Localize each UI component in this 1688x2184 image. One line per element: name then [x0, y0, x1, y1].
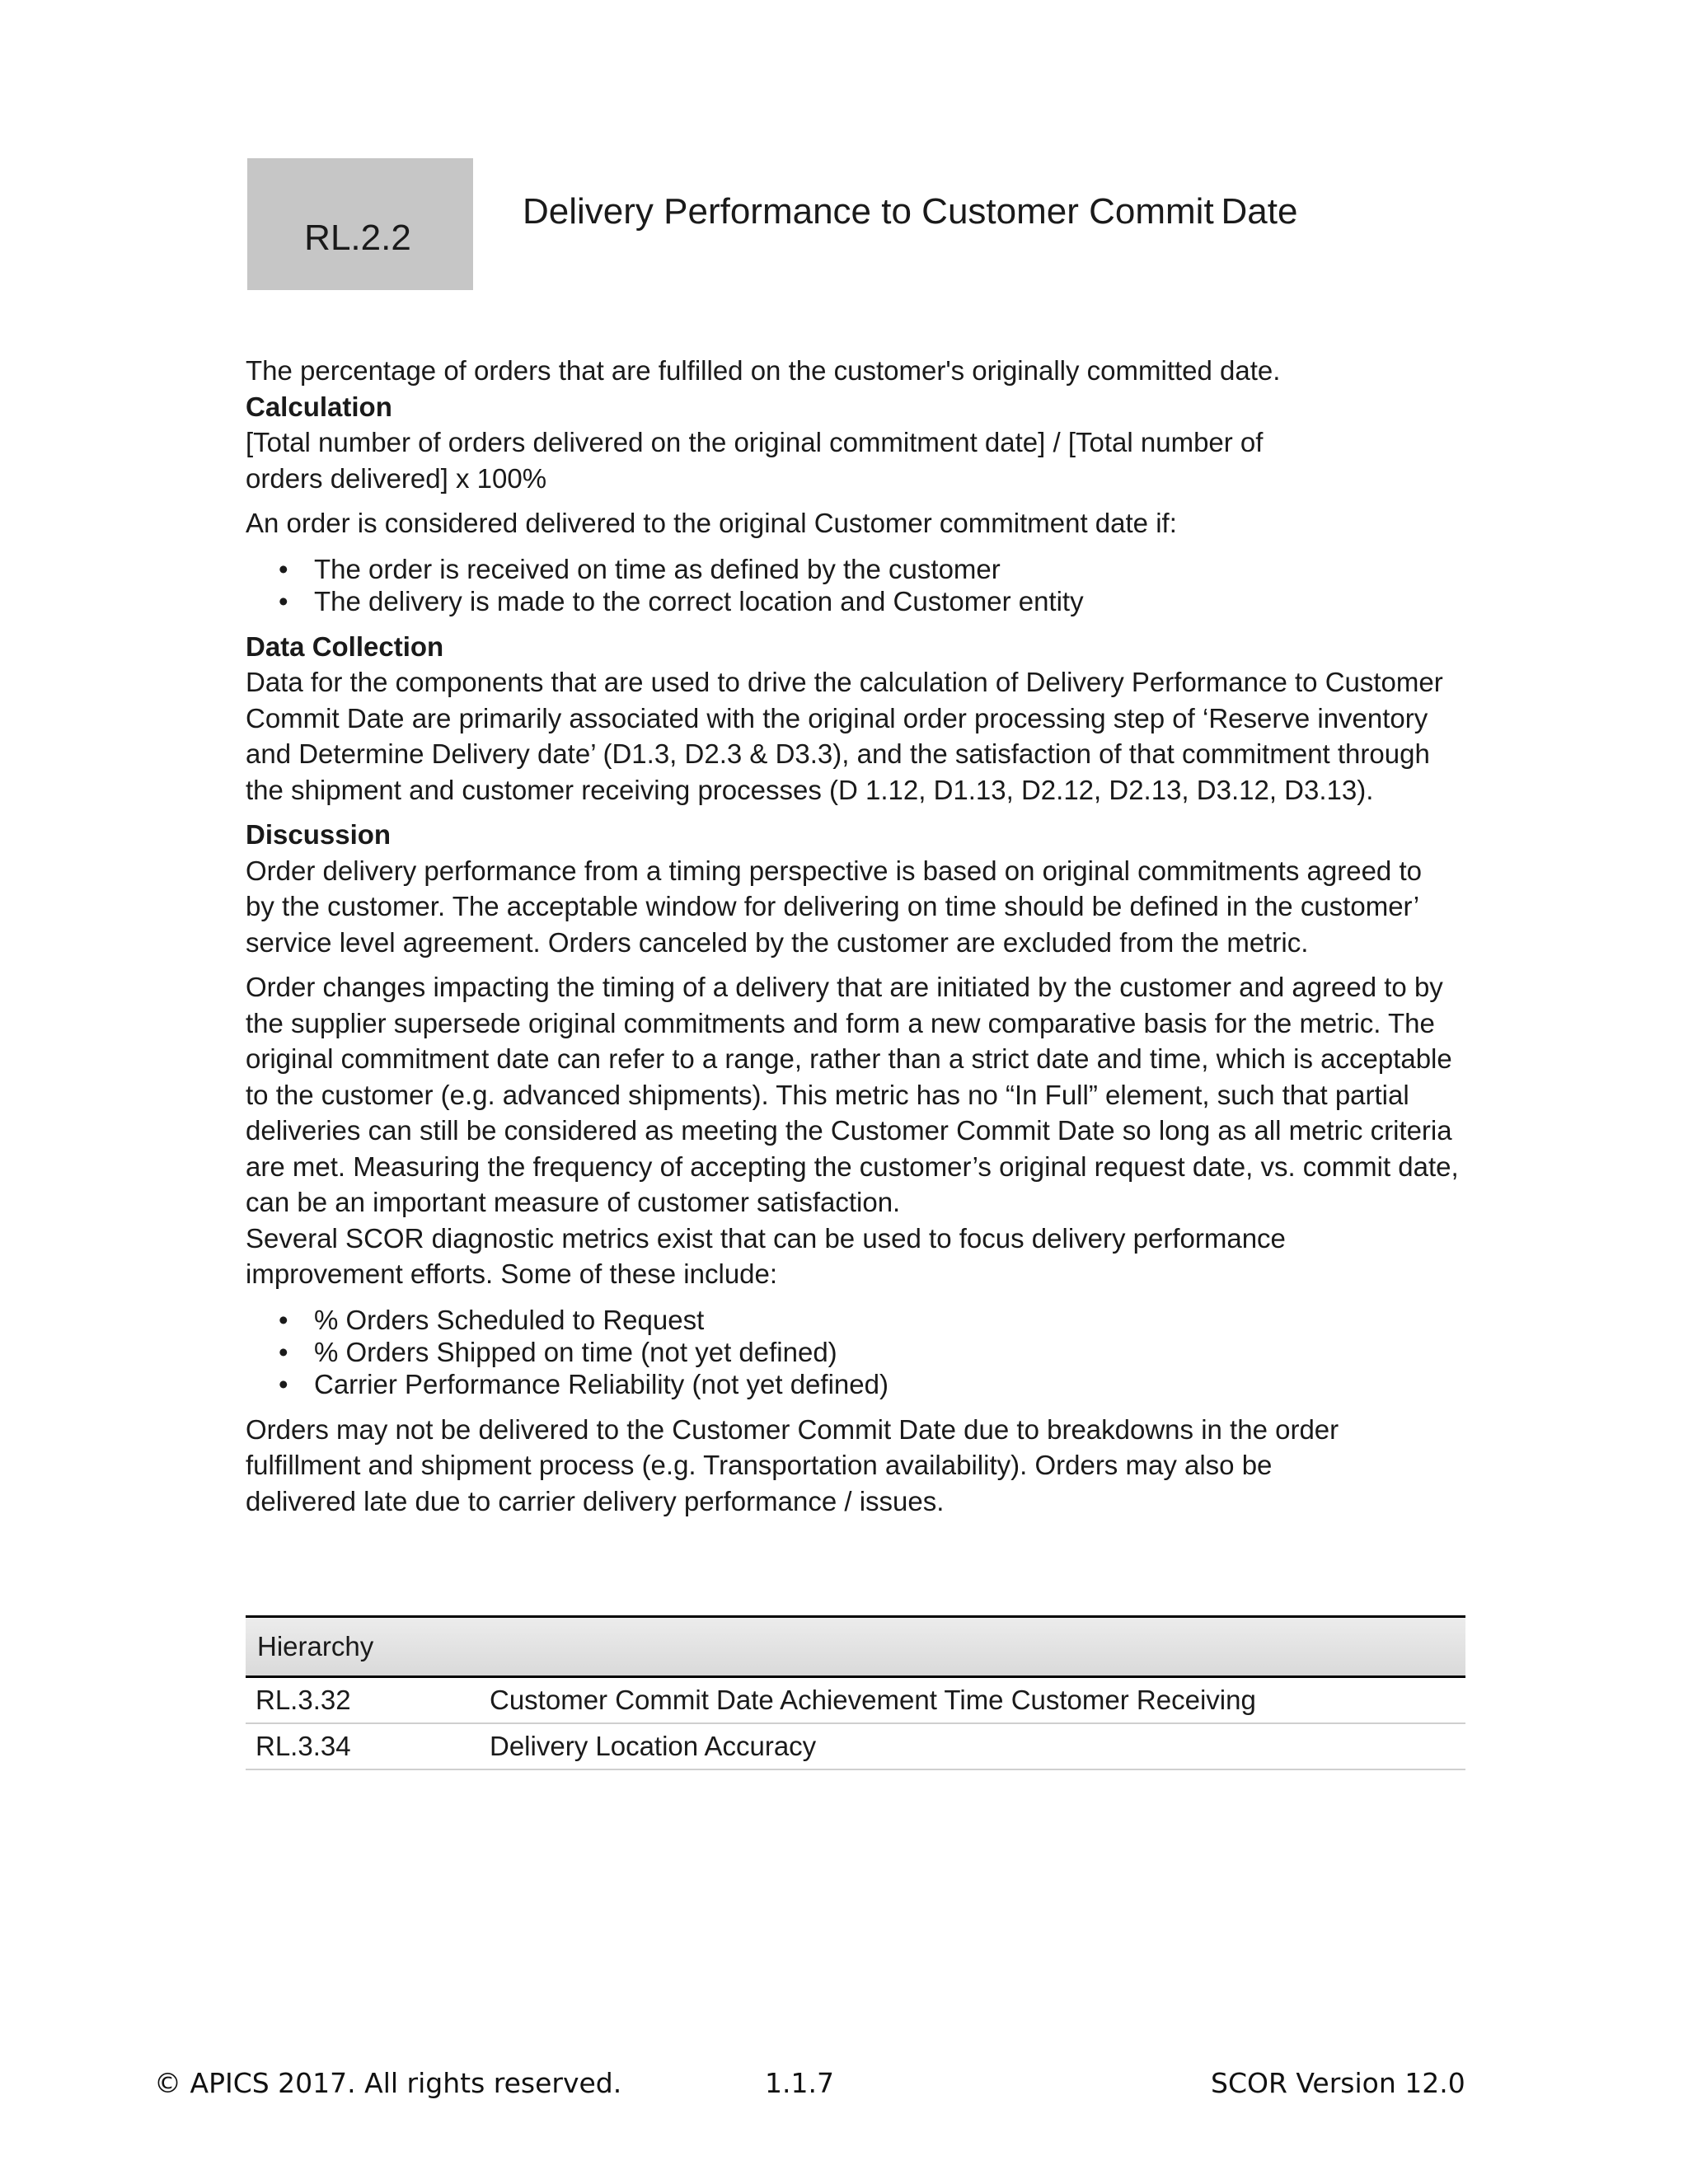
metric-content — [246, 353, 1472, 1519]
page-title: Delivery Performance to Customer Commit Date — [523, 191, 1298, 232]
hierarchy-code: RL.3.32 — [256, 1685, 351, 1715]
diagnostic-metrics-list — [246, 1304, 1472, 1400]
list-item: • Carrier Performance Reliability (not yet defined) — [246, 1368, 1472, 1400]
table-row — [246, 1724, 1465, 1770]
page-footer — [0, 2067, 1688, 2105]
calculation-heading: Calculation — [246, 391, 392, 422]
list-item: • The delivery is made to the correct location and Customer entity — [246, 585, 1472, 617]
list-item: • The order is received on time as defined by the customer — [246, 553, 1472, 585]
definition-text: The percentage of orders that are fulfilled on the customer's originally committed date. — [246, 355, 1281, 386]
delivered-criteria-list — [246, 553, 1472, 617]
hierarchy-code: RL.3.34 — [256, 1731, 351, 1761]
delivered-intro: An order is considered delivered to the original Customer commitment date if: — [246, 508, 1177, 538]
discussion-paragraph: Several SCOR diagnostic metrics exist that can be used to focus delivery performance improvement efforts. Some of these include: — [246, 1222, 1286, 1289]
discussion-paragraph: Order changes impacting the timing of a delivery that are initiated by the customer and agreed to by the supplier supersede original commitments and form a new comparative basis for the metric. The original commitment date can refer to a range, rather than a strict date and time, which is acceptable to the customer (e.g. advanced shipments). This metric has no “In Full” element, such that partial deliveries can still be considered as meeting the Customer Commit Date so long as all metric criteria are met. Measuring the frequency of accepting the customer’s original request date, vs. commit date, can be an important measure of customer satisfaction. — [246, 972, 1459, 1217]
calculation-text: [Total number of orders delivered on the original commitment date] / [Total number of orders delivered] x 100% — [246, 427, 1264, 494]
list-item: • % Orders Shipped on time (not yet defined) — [246, 1336, 1472, 1368]
hierarchy-table — [246, 1615, 1465, 1770]
metric-code-box — [247, 158, 473, 290]
hierarchy-name: Delivery Location Accuracy — [490, 1731, 817, 1761]
footer-copyright: © APICS 2017. All rights reserved. — [154, 2067, 622, 2099]
data-collection-text: Data for the components that are used to drive the calculation of Delivery Performance to Customer Commit Date are primarily associated with the original order processing step of ‘Reserve inventory and Determine Delivery date’ (D1.3, D2.3 & D3.3), and the satisfaction of that commitment through the shipment and customer receiving processes (D 1.12, D1.13, D2.12, D2.13, D3.12, D3.13). — [246, 667, 1443, 805]
metric-code: RL.2.2 — [304, 218, 411, 258]
discussion-paragraph: Order delivery performance from a timing perspective is based on original commitments agreed to by the customer. The acceptable window for delivering on time should be defined in the customer’ service level agreement. Orders canceled by the customer are excluded from the metric. — [246, 855, 1422, 958]
footer-page-number: 1.1.7 — [765, 2067, 834, 2099]
discussion-paragraph: Orders may not be delivered to the Customer Commit Date due to breakdowns in the order fulfillment and shipment process (e.g. Transportation availability). Orders may also be delivered late due to carrier delivery performance / issues. — [246, 1413, 1339, 1516]
data-collection-heading: Data Collection — [246, 630, 444, 662]
list-item: • % Orders Scheduled to Request — [246, 1304, 1472, 1336]
discussion-heading: Discussion — [246, 819, 392, 850]
table-row — [246, 1678, 1465, 1724]
hierarchy-name: Customer Commit Date Achievement Time Customer Receiving — [490, 1685, 1256, 1715]
footer-version: SCOR Version 12.0 — [1211, 2067, 1465, 2099]
hierarchy-header: Hierarchy — [246, 1615, 1465, 1678]
